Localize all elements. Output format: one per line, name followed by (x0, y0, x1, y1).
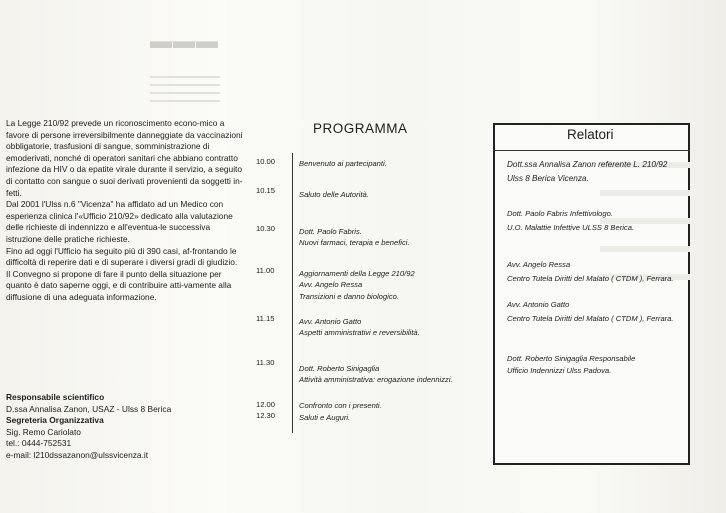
speaker-entry (507, 353, 635, 376)
programme-line: Avv. Antonio Gatto (299, 317, 362, 326)
intro-paragraph: Dal 2001 l'Ulss n.6 "Vicenza" ha affidato ad un Medico con esperienza clinica l'«Ufficio 210/92» dedicato alla valutazione delle richieste di indennizzo e all'eventua-le successiva istruzione delle pratiche richieste. (6, 199, 233, 244)
intro-paragraph: Il Convegno si propone di fare il punto della situazione per quanto è dato saperne oggi, e di contribuire atti-vamente alla diffusione di una adeguata informazione. (6, 268, 232, 302)
scientific-label: Responsabile scientifico (6, 392, 105, 402)
programme-line: Saluti e Auguri. (299, 413, 351, 422)
intro-paragraph: La Legge 210/92 prevede un riconoscimento econo-mico a favore di persone irreversibilmente danneggiate da vaccinazioni obbligatorie, trasfusioni di sangue, somministrazione di emoderivati, nonché di operatori sanitari che abbiano contratto infezione da HIV o da epatite virale durante il servizio, a seguito di contatto con sangue o suoi derivati provenienti da soggetti in-fetti. (6, 118, 243, 198)
programme-line: Dott. Paolo Fabris. (299, 227, 362, 236)
programme-line: Saluto delle Autorità. (299, 190, 369, 199)
programme-line: Benvenuto ai partecipanti. (299, 159, 387, 168)
programme-item (299, 159, 387, 170)
programme-title: PROGRAMMA (313, 121, 408, 136)
telephone: tel.: 0444-752531 (6, 438, 72, 448)
programme-item (299, 364, 453, 385)
speaker-line: Ufficio Indennizzi Ulss Padova. (507, 366, 612, 375)
speaker-entry (507, 299, 674, 324)
programme-line: Confronto con i presenti. (299, 401, 382, 410)
programme-item (299, 269, 415, 303)
bleed-through-lines (150, 70, 220, 108)
programme-line: Attività amministrativa: erogazione indennizzi. (299, 374, 453, 384)
programme-item (299, 401, 382, 412)
speaker-line: Avv. Antonio Gatto (507, 300, 570, 309)
programme-line: Avv. Angelo Ressa (299, 279, 363, 289)
speaker-line: Dott. Paolo Fabris Infettivologo. (507, 209, 613, 218)
programme-time: 10.00 (256, 157, 276, 166)
speaker-entry (507, 259, 674, 284)
programme-line: Dott. Roberto Sinigaglia (299, 364, 380, 373)
programme-time: 11.30 (256, 358, 275, 367)
programme-time: 12.00 (256, 400, 276, 409)
programme-line: Aggiornamenti della Legge 210/92 (299, 269, 415, 278)
intro-paragraph: Fino ad oggi l'Ufficio ha seguito più di 390 casi, af-frontando le difficoltà di reperire dati e di superare i diversi gradi di giudizio. (6, 245, 238, 268)
scientific-name: D.ssa Annalisa Zanon, USAZ - Ulss 8 Berica (6, 403, 172, 414)
organization-name: Sig. Remo Cariolato (6, 426, 81, 437)
programme-item (299, 190, 369, 201)
speaker-entry (507, 208, 634, 233)
speaker-entry (507, 158, 667, 186)
speakers-title-rule (493, 150, 690, 151)
speaker-line: Dott. Roberto Sinigaglia Responsabile (507, 354, 636, 363)
organization-label: Segreteria Organizzativa (6, 415, 104, 425)
programme-item (299, 317, 420, 338)
programme-line: Transizioni e danno biologico. (299, 292, 399, 302)
speaker-line: Centro Tutela Diritti del Malato ( CTDM ), Ferrara. (507, 274, 674, 283)
programme-time: 10.15 (256, 186, 276, 195)
programme-time: 11.15 (256, 314, 275, 323)
programme-line: Aspetti amministrativi e reversibilità. (299, 327, 420, 337)
speakers-title: Relatori (567, 127, 614, 142)
programme-timeline-rule (292, 153, 293, 433)
bleed-through-mark: ▬▬▬ (150, 28, 219, 53)
programme-time: 10.30 (256, 224, 276, 233)
programme-time: 12.30 (256, 411, 276, 420)
speaker-line: U.O. Malattie Infettive ULSS 8 Berica. (507, 223, 635, 232)
programme-item (299, 227, 410, 248)
speaker-line: Avv. Angelo Ressa (507, 260, 571, 269)
intro-text (6, 118, 244, 304)
email-address: e-mail: l210dssazanon@ulssvicenza.it (6, 449, 149, 460)
contacts-block (6, 392, 244, 461)
speaker-line: Centro Tutela Diritti del Malato ( CTDM ), Ferrara. (507, 314, 674, 323)
programme-line: Nuovi farmaci, terapia e benefici. (299, 237, 410, 247)
programme-time: 11.00 (256, 266, 275, 275)
programme-item (299, 413, 350, 424)
speaker-line: Ulss 8 Berica Vicenza. (507, 174, 589, 183)
speaker-line: Dott.ssa Annalisa Zanon referente L. 210/92 (507, 160, 668, 169)
